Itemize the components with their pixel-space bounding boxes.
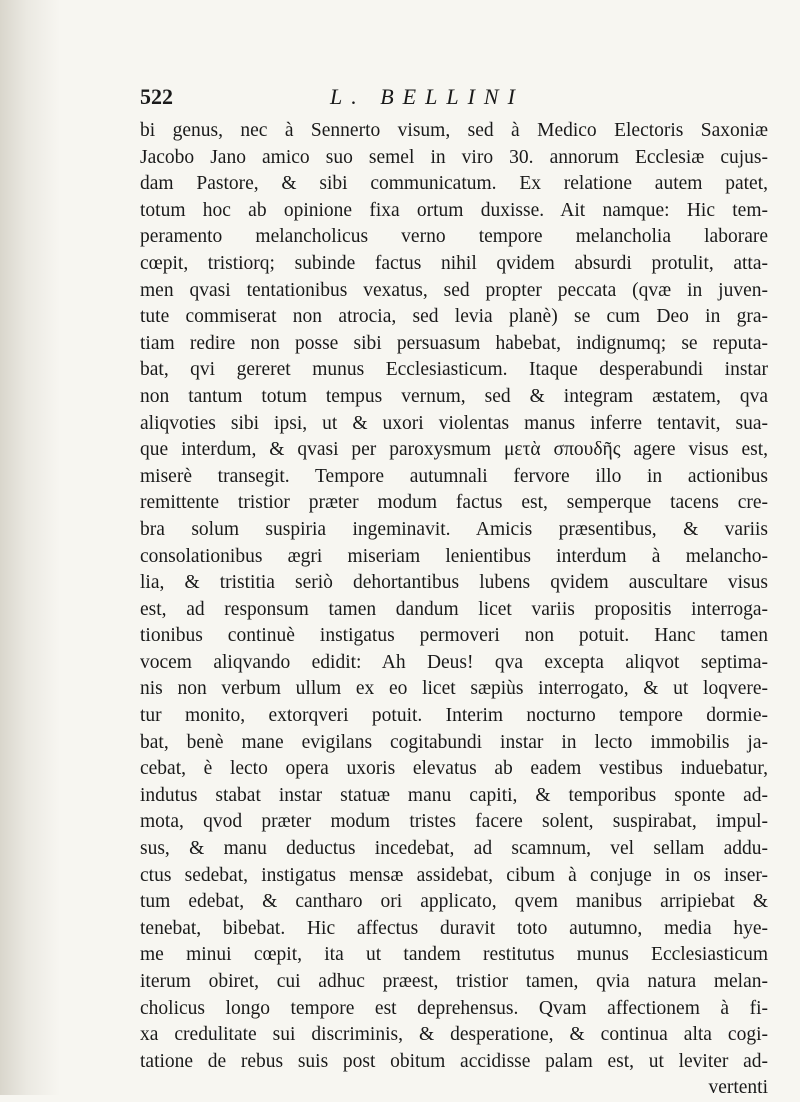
text-line: tute commiserat non atrocia, sed levia planè) se cum Deo in gra- xyxy=(140,306,768,328)
text-line: tiam redire non posse sibi persuasum habebat, indignumq; se reputa- xyxy=(140,332,768,354)
text-line: lia, & tristitia seriò dehortantibus lubens qvidem auscultare visus xyxy=(140,572,768,594)
text-line: tur monito, extorqveri potuit. Interim nocturno tempore dormie- xyxy=(140,705,768,727)
text-line: me minui cœpit, ita ut tandem restitutus munus Ecclesiasticum xyxy=(140,944,768,966)
text-line: est, ad responsum tamen dandum licet variis propositis interroga- xyxy=(140,598,768,620)
text-line: peramento melancholicus verno tempore melancholia laborare xyxy=(140,226,768,248)
text-line: tatione de rebus suis post obitum accidisse palam est, ut leviter ad- xyxy=(140,1050,768,1072)
body-text xyxy=(140,118,768,1102)
text-line: ctus sedebat, instigatus mensæ assidebat, cibum à conjuge in os inser- xyxy=(140,864,768,886)
book-page xyxy=(140,84,768,1099)
catchword: vertenti xyxy=(708,1077,768,1099)
text-line: men qvasi tentationibus vexatus, sed propter peccata (qvæ in juven- xyxy=(140,279,768,301)
text-line: aliqvoties sibi ipsi, ut & uxori violentas manus inferre tentavit, sua- xyxy=(140,412,768,434)
text-line: cebat, è lecto opera uxoris elevatus ab eadem vestibus induebatur, xyxy=(140,758,768,780)
page-gutter-shadow xyxy=(0,0,60,1095)
text-line: remittente tristior præter modum factus est, semperque tacens cre- xyxy=(140,492,768,514)
text-line: dam Pastore, & sibi communicatum. Ex relatione autem patet, xyxy=(140,173,768,195)
text-line: cœpit, tristiorq; subinde factus nihil qvidem absurdi protulit, atta- xyxy=(140,252,768,274)
text-line: totum hoc ab opinione fixa ortum duxisse. Ait namque: Hic tem- xyxy=(140,199,768,221)
page-header xyxy=(140,84,768,118)
text-line: Jacobo Jano amico suo semel in viro 30. annorum Ecclesiæ cujus- xyxy=(140,146,768,168)
text-line: vocem aliqvando edidit: Ah Deus! qva excepta aliqvot septima- xyxy=(140,651,768,673)
text-line: cholicus longo tempore est deprehensus. Qvam affectionem à fi- xyxy=(140,997,768,1019)
running-head: L. BELLINI xyxy=(330,84,524,109)
text-line: bi genus, nec à Sennerto visum, sed à Medico Electoris Saxoniæ xyxy=(140,120,768,141)
text-line: iterum obiret, cui adhuc præest, tristior tamen, qvia natura melan- xyxy=(140,971,768,992)
text-line: nis non verbum ullum ex eo licet sæpiùs interrogato, & ut loqvere- xyxy=(140,678,768,700)
text-line: consolationibus ægri miseriam lenientibus interdum à melancho- xyxy=(140,545,768,567)
page-number: 522 xyxy=(140,84,173,109)
text-line: tenebat, bibebat. Hic affectus duravit toto autumno, media hye- xyxy=(140,917,768,939)
text-line: que interdum, & qvasi per paroxysmum μετὰ σπουδῆς agere visus est, xyxy=(140,439,768,461)
text-line: mota, qvod præter modum tristes facere solent, suspirabat, impul- xyxy=(140,811,768,833)
text-line: miserè transegit. Tempore autumnali fervore illo in actionibus xyxy=(140,465,768,487)
text-line: non tantum totum tempus vernum, sed & integram æstatem, qva xyxy=(140,385,768,407)
text-line: xa credulitate sui discriminis, & desperatione, & continua alta cogi- xyxy=(140,1024,768,1046)
text-line: bra solum suspiria ingeminavit. Amicis præsentibus, & variis xyxy=(140,518,768,540)
text-line: tum edebat, & cantharo ori applicato, qvem manibus arripiebat & xyxy=(140,891,768,913)
text-line: bat, qvi gereret munus Ecclesiasticum. Itaque desperabundi instar xyxy=(140,359,768,381)
text-line: tionibus continuè instigatus permoveri non potuit. Hanc tamen xyxy=(140,625,768,647)
text-line: sus, & manu deductus incedebat, ad scamnum, vel sellam addu- xyxy=(140,838,768,860)
text-line: indutus stabat instar statuæ manu capiti, & temporibus sponte ad- xyxy=(140,784,768,806)
text-line: bat, benè mane evigilans cogitabundi instar in lecto immobilis ja- xyxy=(140,731,768,753)
